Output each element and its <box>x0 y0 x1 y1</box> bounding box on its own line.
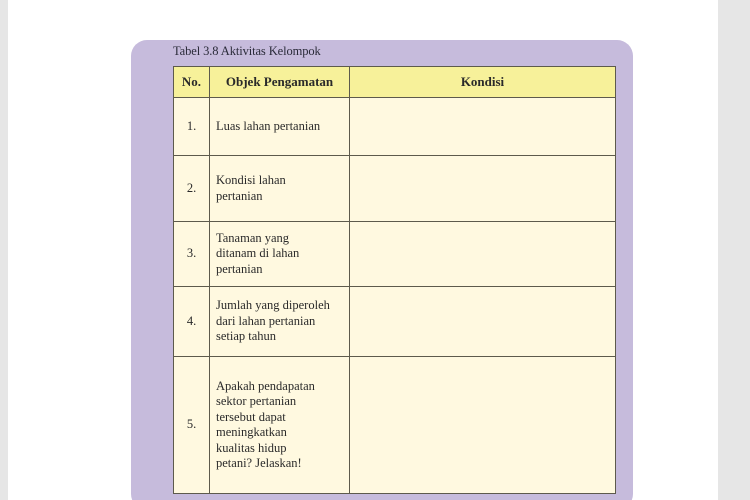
row-number: 1. <box>174 98 210 156</box>
row-kondisi-cell[interactable] <box>350 222 616 287</box>
header-no: No. <box>174 67 210 98</box>
row-objek: Apakah pendapatan sektor pertanian tersebut dapat meningkatkan kualitas hidup petani? Jelaskan! <box>210 357 350 494</box>
right-gutter <box>718 0 750 500</box>
table-row <box>174 156 616 222</box>
row-number: 2. <box>174 156 210 222</box>
row-kondisi-cell[interactable] <box>350 98 616 156</box>
left-gutter <box>0 0 8 500</box>
table-header-row <box>174 67 616 98</box>
row-number: 5. <box>174 357 210 494</box>
header-objek-pengamatan: Objek Pengamatan <box>210 67 350 98</box>
table-row <box>174 98 616 156</box>
row-objek: Jumlah yang diperoleh dari lahan pertanian setiap tahun <box>210 287 350 357</box>
row-kondisi-cell[interactable] <box>350 357 616 494</box>
header-kondisi: Kondisi <box>350 67 616 98</box>
table-row <box>174 287 616 357</box>
row-objek: Kondisi lahan pertanian <box>210 156 350 222</box>
row-number: 4. <box>174 287 210 357</box>
activity-table <box>173 66 616 494</box>
table-row <box>174 357 616 494</box>
row-objek: Luas lahan pertanian <box>210 98 350 156</box>
row-kondisi-cell[interactable] <box>350 156 616 222</box>
table-row <box>174 222 616 287</box>
row-objek: Tanaman yang ditanam di lahan pertanian <box>210 222 350 287</box>
table-caption: Tabel 3.8 Aktivitas Kelompok <box>173 44 321 58</box>
row-kondisi-cell[interactable] <box>350 287 616 357</box>
row-number: 3. <box>174 222 210 287</box>
